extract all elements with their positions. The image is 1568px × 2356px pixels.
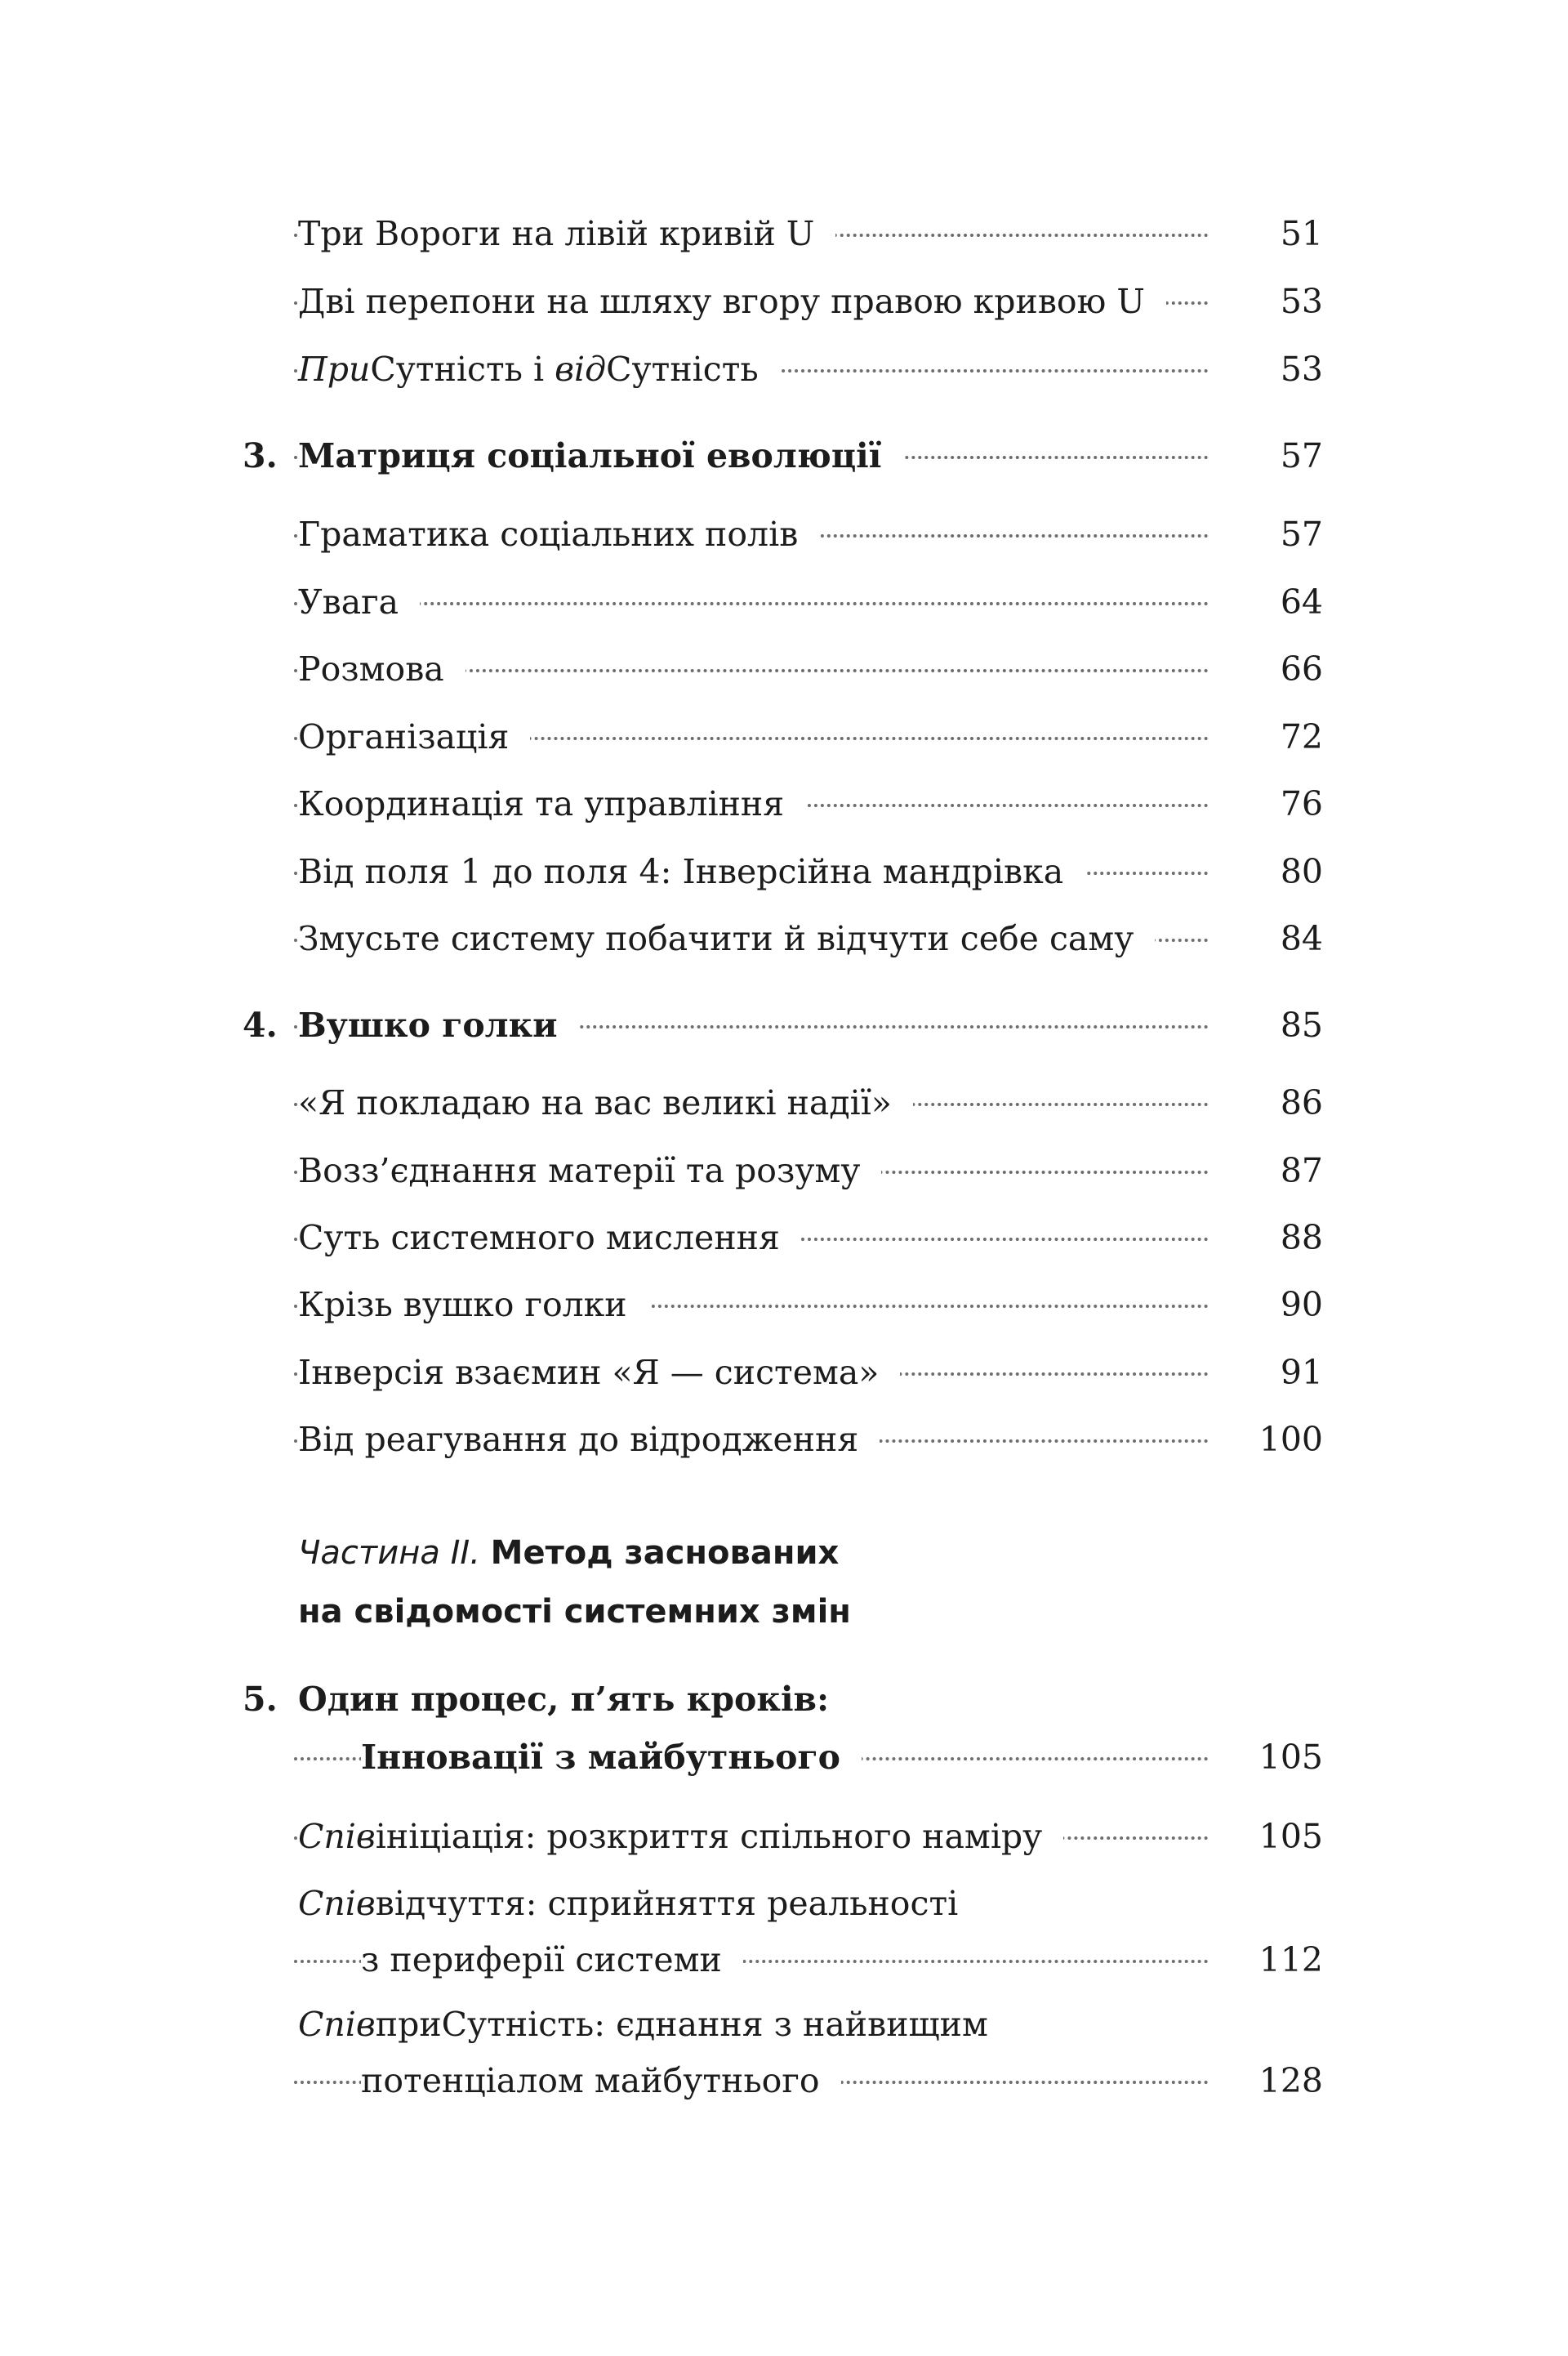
entry-title: Змусьте систему побачити й відчути себе саму [298,906,1155,971]
entry-title [298,1992,988,2057]
entry-page: 76 [1280,784,1323,823]
part-heading [298,1524,851,1641]
entry-page: 87 [1280,1151,1323,1190]
part-title: Метод заснованих [490,1534,840,1572]
entry-page: 53 [1280,282,1323,321]
toc-entry [0,1205,1568,1270]
toc-entry-cont [0,2048,1568,2113]
toc-entry [0,1407,1568,1472]
entry-title-part: Сутність [606,350,759,389]
entry-page: 100 [1258,1420,1323,1459]
toc-entry [0,1804,1568,1869]
entry-page: 112 [1258,1940,1323,1979]
entry-title-italic: Спів [298,1884,376,1923]
toc-chapter [0,993,1568,1058]
toc-entry [0,839,1568,904]
toc-entry [0,1070,1568,1136]
toc-entry-cont [0,1927,1568,1992]
toc-entry [0,1871,1568,1936]
entry-title-part: приСутність: єднання з найвищим [375,2005,988,2044]
entry-title: Інверсія взаємин «Я — система» [298,1340,900,1405]
toc-entry [0,502,1568,567]
part-label: Частина ІІ. [298,1534,480,1572]
entry-title-part: ініціація: розкриття спільного наміру [375,1817,1043,1856]
toc-entry [0,269,1568,334]
entry-title: Від реагування до відродження [298,1407,880,1472]
entry-title: Від поля 1 до поля 4: Інверсійна мандрівка [298,839,1085,904]
chapter-title-line2: Інновації з майбутнього [361,1725,862,1790]
toc-entry [0,636,1568,702]
entry-title [298,1871,958,1936]
toc-entry [0,771,1568,837]
chapter-number: 3. [243,436,278,475]
entry-title: Граматика соціальних полів [298,502,819,567]
entry-page: 57 [1280,515,1323,554]
toc-entry [0,1992,1568,2057]
toc-entry [0,1272,1568,1337]
entry-page: 66 [1280,649,1323,689]
entry-title-line2: з периферії системи [361,1927,743,1992]
entry-page: 91 [1280,1353,1323,1392]
entry-page: 51 [1280,214,1323,253]
toc-chapter-cont [0,1725,1568,1790]
toc-entry [0,906,1568,971]
entry-title [298,337,780,402]
toc-entry [0,1138,1568,1203]
chapter-title: Матриця соціальної еволюції [298,423,902,489]
entry-page: 72 [1280,717,1323,756]
entry-title-line2: потенціалом майбутнього [361,2048,841,2113]
entry-title: Дві перепони на шляху вгору правою кривою U [298,269,1166,334]
entry-title: Увага [298,569,420,635]
entry-title: Координація та управління [298,771,805,837]
entry-title: Крізь вушко голки [298,1272,648,1337]
entry-title: Розмова [298,636,466,702]
entry-page: 53 [1280,350,1323,389]
chapter-title: Вушко голки [298,993,579,1058]
entry-title-italic: Спів [298,1817,376,1856]
toc-entry [0,201,1568,266]
entry-title: Три Вороги на лівій кривій U [298,201,835,266]
toc-entry [0,569,1568,635]
entry-title: Возз’єднання матерії та розуму [298,1138,881,1203]
chapter-number: 4. [243,1006,278,1045]
chapter-page: 85 [1280,1006,1323,1045]
toc-entry [0,1340,1568,1405]
part-heading-line [298,1524,851,1582]
entry-title-italic: При [298,350,371,389]
entry-title-italic: від [555,350,607,389]
entry-page: 90 [1280,1285,1323,1324]
entry-page: 128 [1258,2061,1323,2100]
toc-entry [0,337,1568,402]
entry-title-part: Сутність і [370,350,555,389]
entry-page: 88 [1280,1218,1323,1257]
chapter-title: Один процес, п’ять кроків: [298,1680,830,1719]
entry-page: 105 [1258,1817,1323,1856]
entry-title: Суть системного мислення [298,1205,801,1270]
chapter-page: 105 [1258,1738,1323,1777]
toc-chapter [0,1667,1568,1732]
entry-title: «Я покладаю на вас великі надії» [298,1070,913,1136]
entry-page: 84 [1280,919,1323,958]
toc-chapter [0,423,1568,489]
toc-entry [0,704,1568,770]
entry-title [298,1804,1063,1869]
entry-page: 86 [1280,1083,1323,1122]
entry-title-italic: Спів [298,2005,376,2044]
chapter-number: 5. [243,1680,278,1719]
entry-title: Організація [298,704,530,770]
part-title-line2: на свідомості системних змін [298,1593,851,1631]
chapter-page: 57 [1280,436,1323,475]
dot-leader [294,602,1209,605]
entry-page: 80 [1280,852,1323,891]
entry-title-part: відчуття: сприйняття реальності [375,1884,959,1923]
entry-page: 64 [1280,582,1323,622]
